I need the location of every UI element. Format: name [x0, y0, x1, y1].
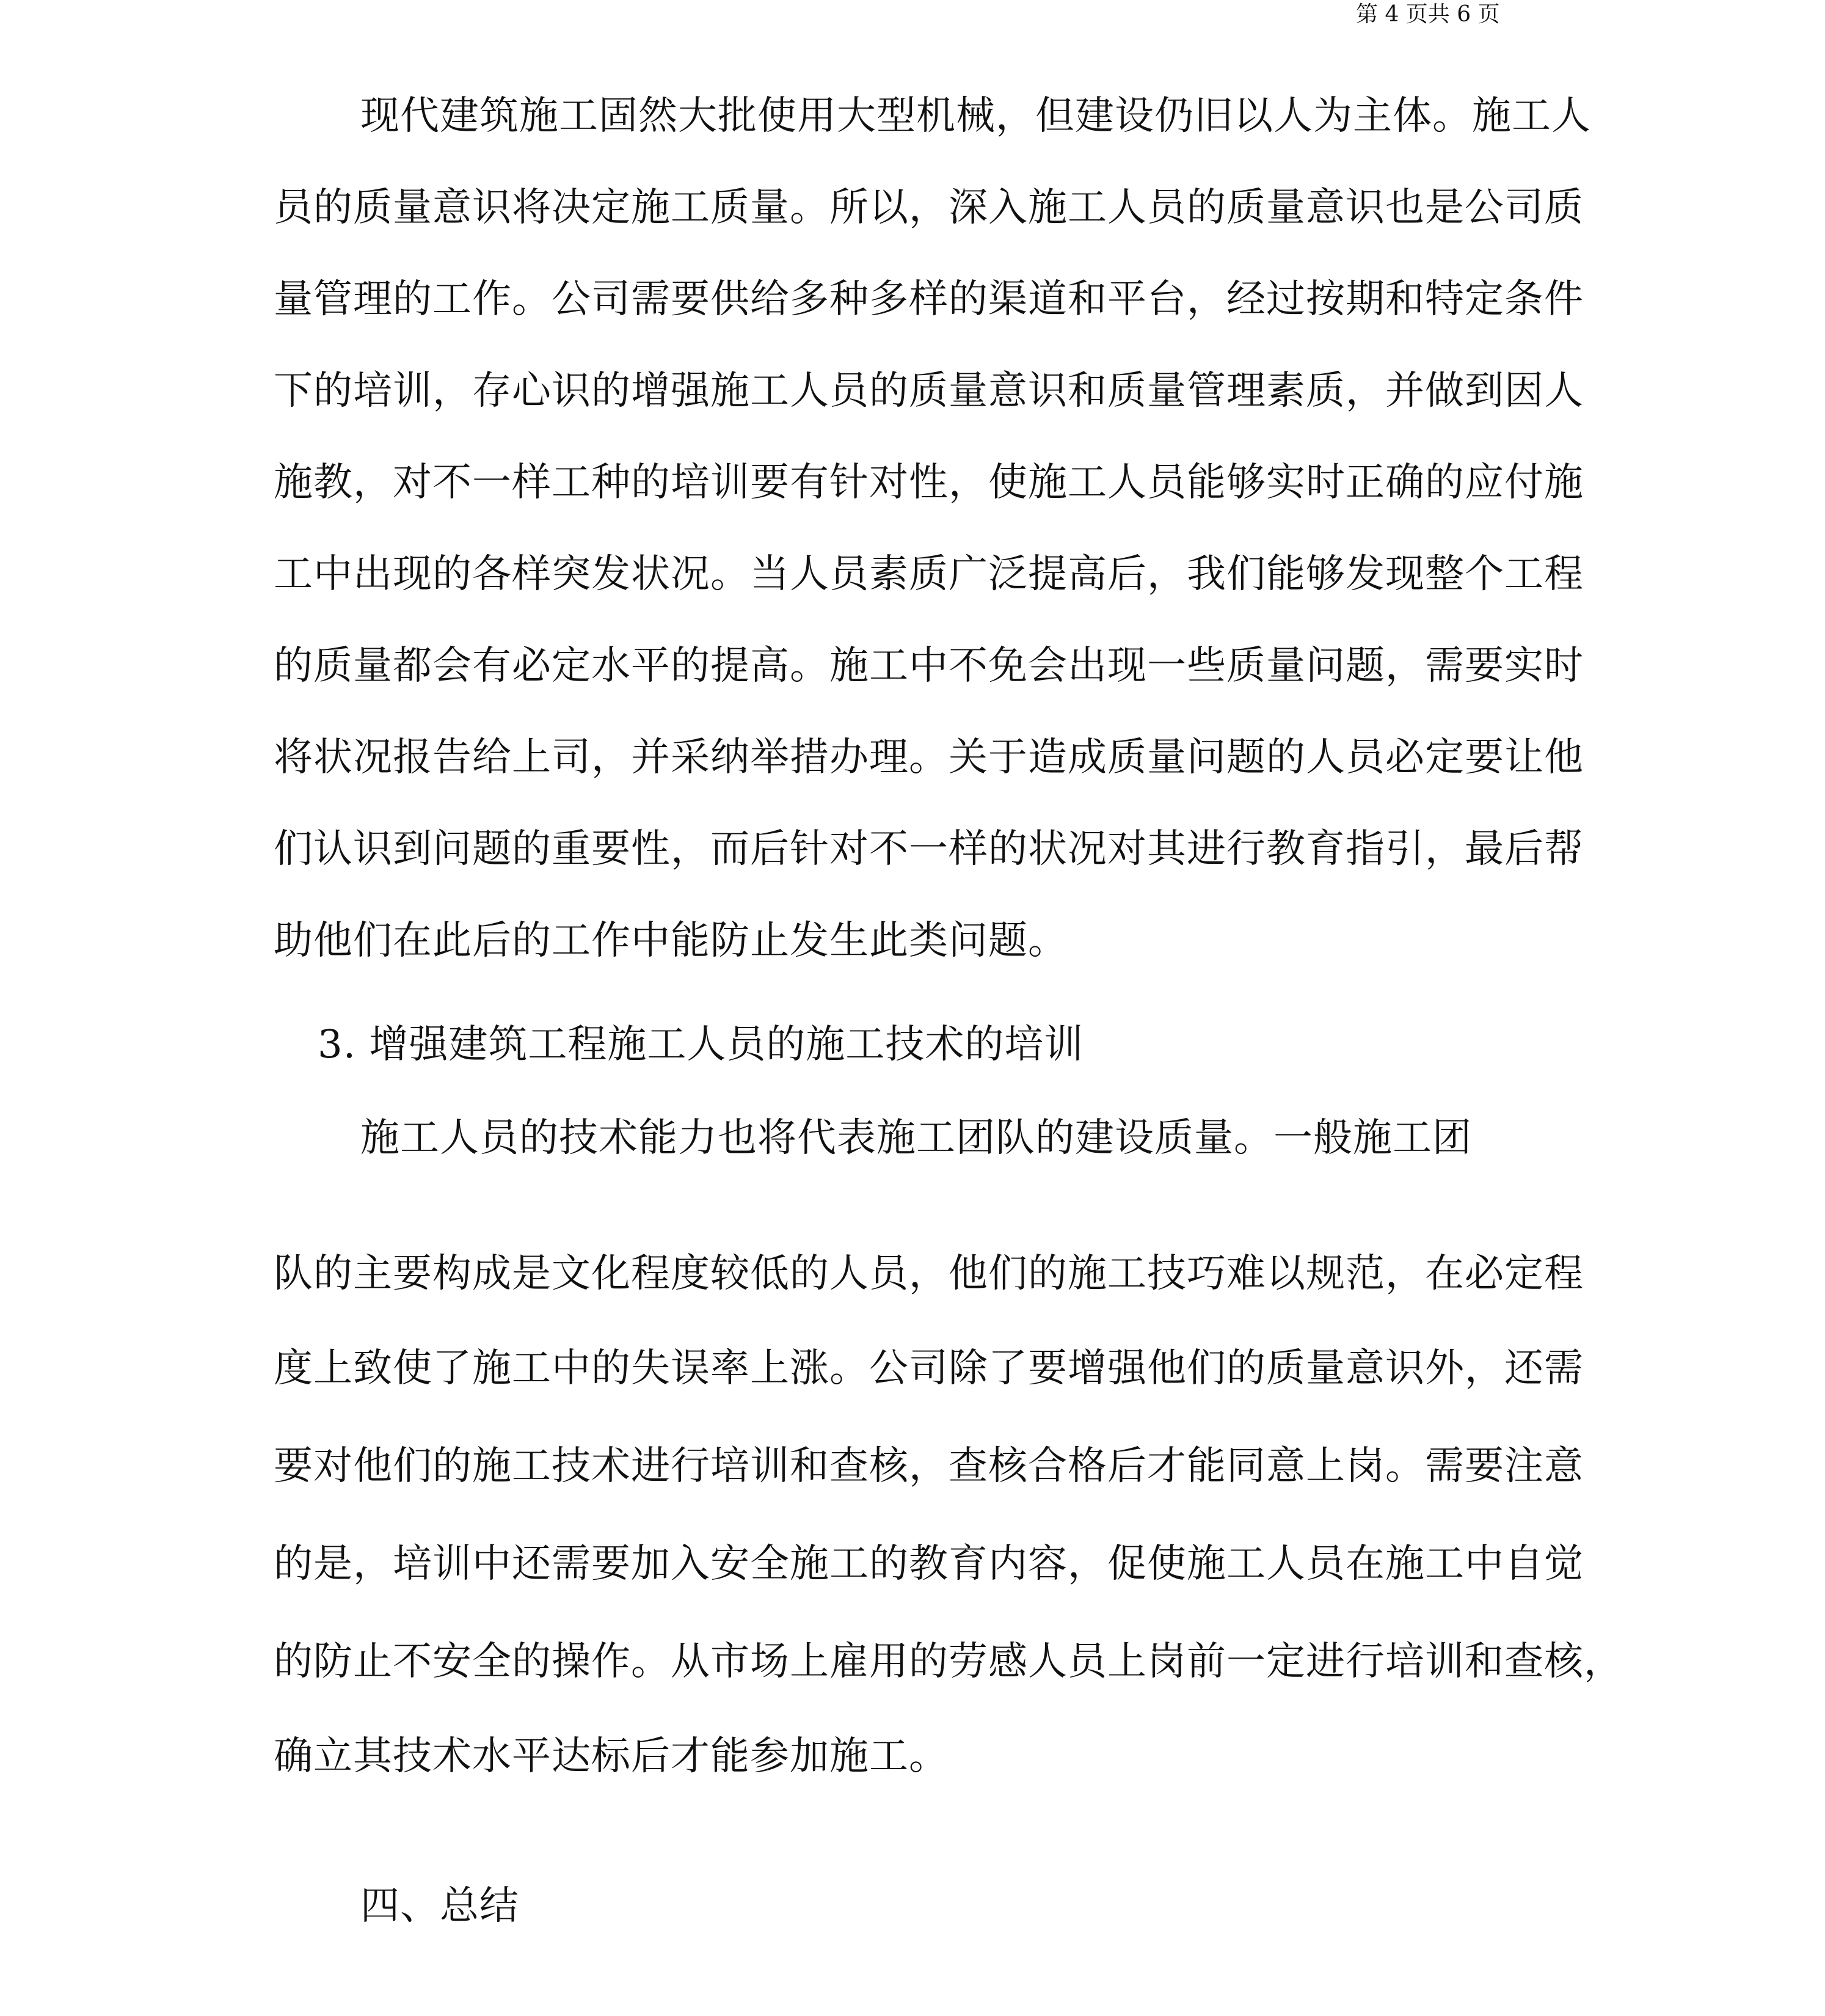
paragraph-line: 的是，培训中还需要加入安全施工的教育内容，促使施工人员在施工中自觉 [274, 1541, 1584, 1587]
paragraph-line: 要对他们的施工技术进行培训和查核，查核合格后才能同意上岗。需要注意 [274, 1444, 1584, 1489]
paragraph-line: 量管理的工作。公司需要供给多种多样的渠道和平台，经过按期和特定条件 [274, 277, 1584, 322]
paragraph-line: 工中出现的各样突发状况。当人员素质广泛提高后，我们能够发现整个工程 [274, 552, 1584, 597]
paragraph-line: 施工人员的技术能力也将代表施工团队的建设质量。一般施工团 [360, 1116, 1472, 1161]
paragraph-line: 度上致使了施工中的失误率上涨。公司除了要增强他们的质量意识外，还需 [274, 1346, 1584, 1391]
sub-heading: 3. 增强建筑工程施工人员的施工技术的培训 [318, 1022, 1084, 1067]
paragraph-line: 下的培训，存心识的增强施工人员的质量意识和质量管理素质，并做到因人 [274, 368, 1584, 414]
section-heading: 四、总结 [360, 1883, 519, 1929]
paragraph-line: 将状况报告给上司，并采纳举措办理。关于造成质量问题的人员必定要让他 [274, 735, 1584, 780]
paragraph-line: 员的质量意识将决定施工质量。所以，深入施工人员的质量意识也是公司质 [274, 185, 1584, 230]
paragraph-line: 的质量都会有必定水平的提高。施工中不免会出现一些质量问题，需要实时 [274, 643, 1584, 688]
paragraph-line: 施教，对不一样工种的培训要有针对性，使施工人员能够实时正确的应付施 [274, 460, 1584, 505]
paragraph-line: 队的主要构成是文化程度较低的人员，他们的施工技巧难以规范，在必定程 [274, 1251, 1584, 1296]
paragraph-line: 们认识到问题的重要性，而后针对不一样的状况对其进行教育指引，最后帮 [274, 827, 1584, 872]
paragraph-line: 确立其技术水平达标后才能参加施工。 [274, 1734, 949, 1779]
paragraph-line: 的防止不安全的操作。从市场上雇用的劳感人员上岗前一定进行培训和查核， [274, 1639, 1623, 1684]
paragraph-line: 现代建筑施工固然大批使用大型机械，但建设仍旧以人为主体。施工人 [360, 93, 1591, 139]
paragraph-line: 助他们在此后的工作中能防止发生此类问题。 [274, 918, 1068, 963]
page-number-header: 第 4 页共 6 页 [1356, 2, 1500, 27]
